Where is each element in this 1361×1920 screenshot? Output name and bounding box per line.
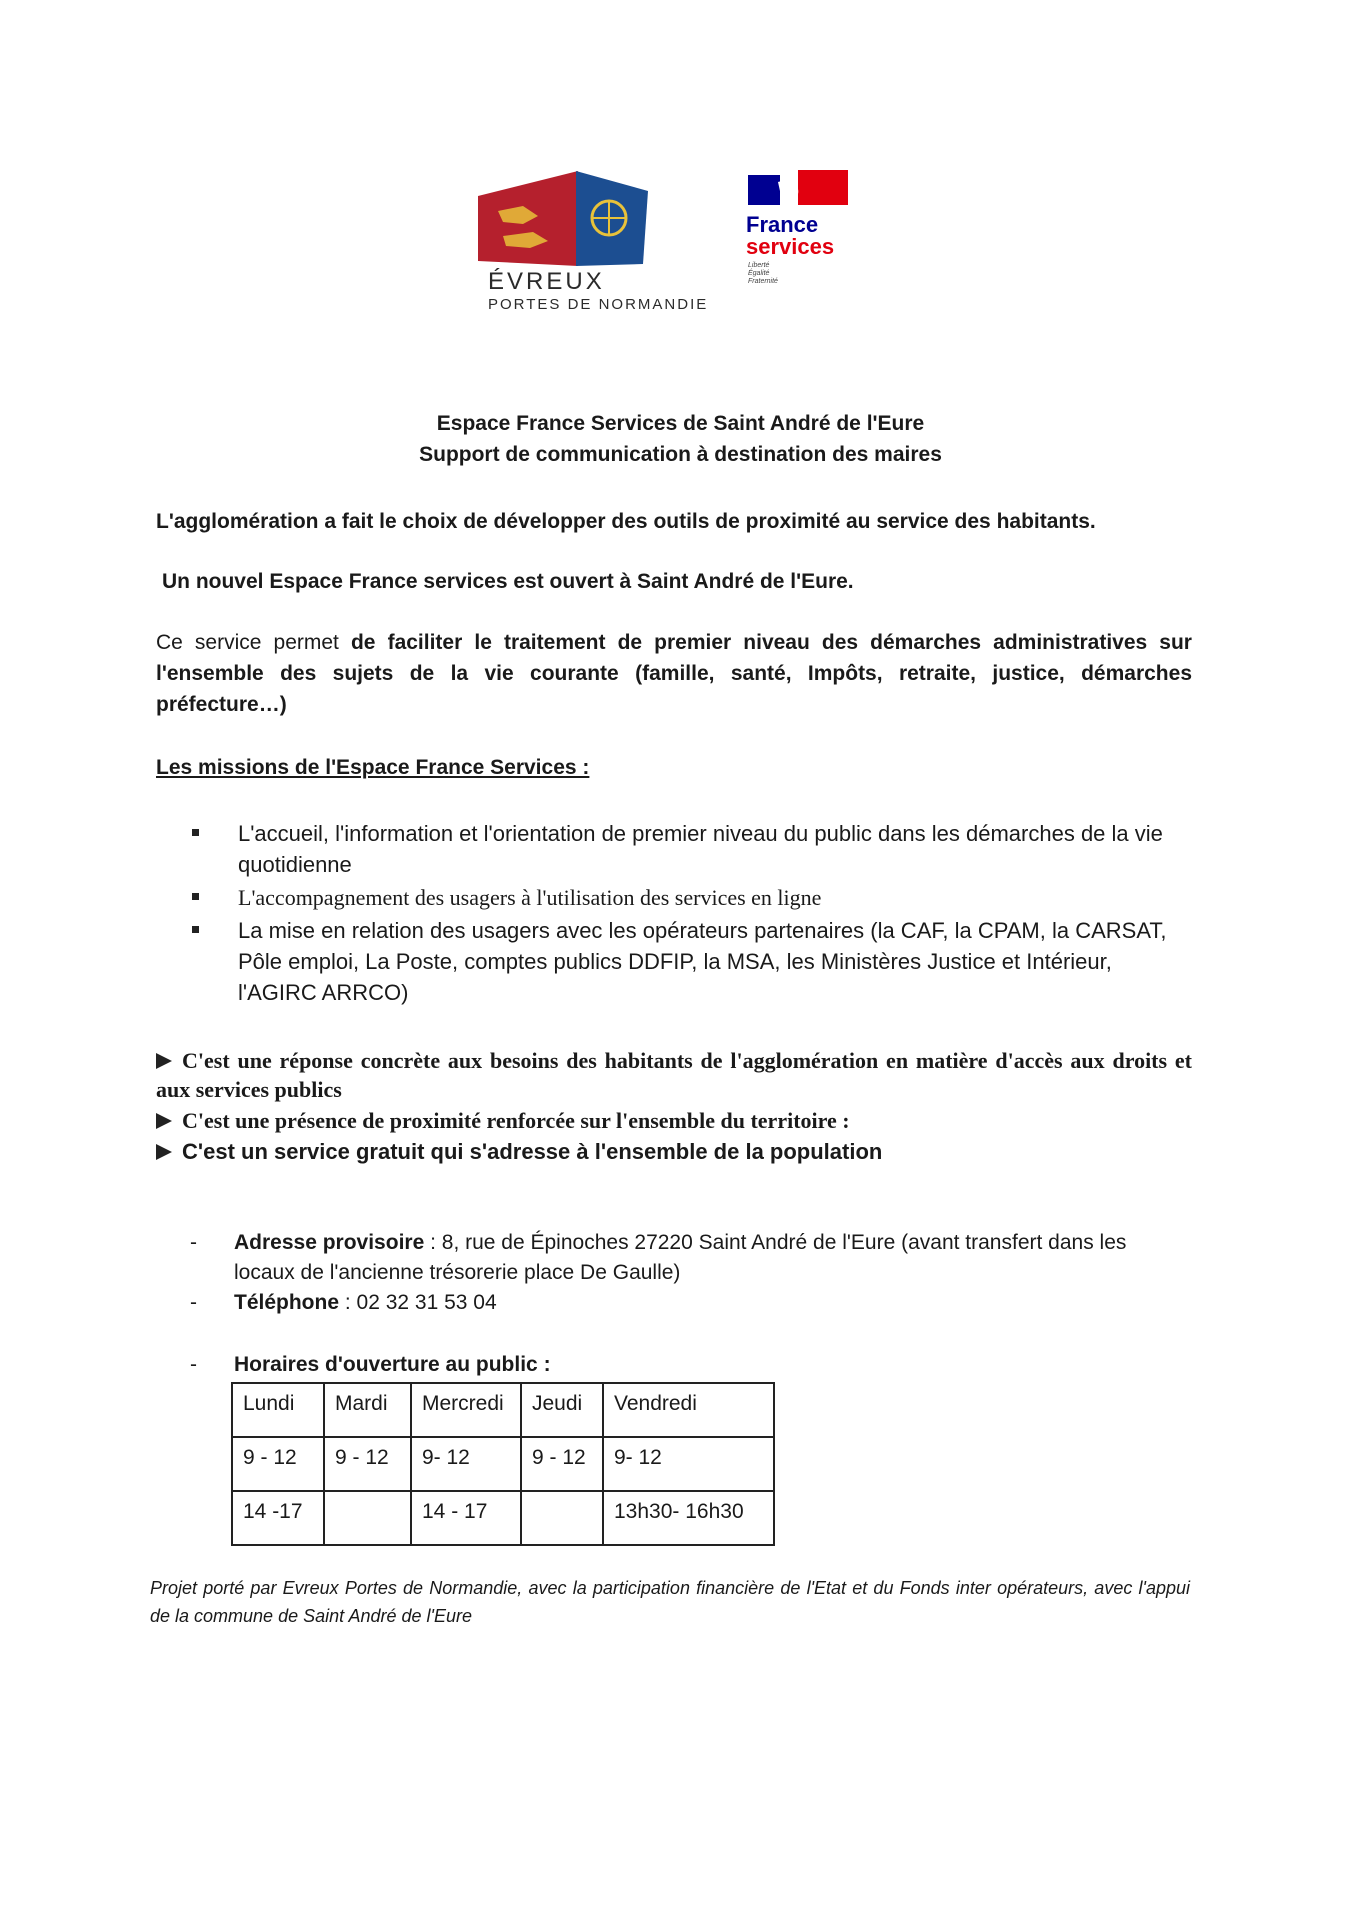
- mission-item: [238, 915, 1168, 1008]
- footer-note: Projet porté par Evreux Portes de Normandie, avec la participation financière de l'Etat et du Fonds inter opérateurs, avec l'appui de la commune de Saint André de l'Eure: [150, 1578, 1190, 1626]
- highlight-2-text: C'est une présence de proximité renforcée sur l'ensemble du territoire :: [182, 1108, 850, 1133]
- highlight-3: [156, 1137, 1192, 1166]
- phone-value: : 02 32 31 53 04: [339, 1291, 497, 1314]
- intro-paragraph-3: [156, 627, 1192, 720]
- document-subtitle: Support de communication à destination des maires: [419, 443, 942, 466]
- hours-cell: 9 - 12: [232, 1437, 324, 1491]
- hours-cell: [521, 1491, 603, 1545]
- mission-item: [238, 818, 1168, 880]
- highlight-3-text: C'est un service gratuit qui s'adresse à l'ensemble de la population: [182, 1139, 883, 1164]
- table-row: [232, 1383, 774, 1437]
- arrow-right-icon: [156, 1113, 172, 1129]
- table-row: [232, 1491, 774, 1545]
- intro-paragraph-3-lead: Ce service permet: [156, 631, 351, 654]
- hours-label: Horaires d'ouverture au public :: [234, 1353, 551, 1376]
- evreux-logo: [478, 166, 718, 316]
- arrow-right-icon: [156, 1144, 172, 1160]
- hours-cell: 14 - 17: [411, 1491, 521, 1545]
- evreux-emblem-icon: [478, 166, 648, 266]
- highlight-2: [156, 1106, 1192, 1135]
- dash-icon: -: [190, 1353, 197, 1376]
- phone-item: [190, 1288, 1174, 1318]
- table-row: [232, 1437, 774, 1491]
- mission-text: La mise en relation des usagers avec les opérateurs partenaires (la CAF, la CPAM, la CARSAT, Pôle emploi, La Poste, comptes publics DDFIP, la MSA, les Ministères Justice et Intérieur, l'AGIRC ARRCO): [238, 918, 1167, 1005]
- missions-heading: Les missions de l'Espace France Services :: [156, 756, 590, 779]
- intro-paragraph-2: Un nouvel Espace France services est ouvert à Saint André de l'Eure.: [162, 570, 854, 593]
- arrow-right-icon: [156, 1053, 172, 1069]
- address-item: [190, 1228, 1174, 1288]
- intro-paragraph-3-bold: de faciliter le traitement de premier niveau des démarches administratives sur l'ensemble des sujets de la vie courante (famille, santé, Impôts, retraite, justice, démarches préfecture…): [156, 631, 1192, 716]
- hours-cell: 9- 12: [411, 1437, 521, 1491]
- day-cell: Jeudi: [521, 1383, 603, 1437]
- phone-label: Téléphone: [234, 1291, 340, 1314]
- intro-paragraph-1: L'agglomération a fait le choix de développer des outils de proximité au service des habitants.: [156, 510, 1096, 533]
- hours-cell: 9- 12: [603, 1437, 774, 1491]
- mission-text: L'accueil, l'information et l'orientation de premier niveau du public dans les démarches de la vie quotidienne: [238, 821, 1163, 877]
- france-services-motto: [748, 262, 778, 286]
- mission-text: L'accompagnement des usagers à l'utilisation des services en ligne: [238, 885, 822, 910]
- address-label: Adresse provisoire: [234, 1231, 425, 1254]
- hours-cell: 13h30- 16h30: [603, 1491, 774, 1545]
- highlight-1-text: C'est une réponse concrète aux besoins des habitants de l'agglomération en matière d'accès aux droits et aux services publics: [156, 1048, 1192, 1102]
- hours-cell: 9 - 12: [324, 1437, 411, 1491]
- dash-icon: -: [190, 1291, 197, 1314]
- mission-item: [238, 882, 1168, 913]
- document-title: Espace France Services de Saint André de l'Eure: [436, 412, 925, 435]
- missions-list: [238, 818, 1168, 1010]
- bullet-icon: [192, 893, 199, 900]
- bullet-icon: [192, 926, 199, 933]
- hours-item: [190, 1350, 1174, 1380]
- hours-table: [231, 1382, 775, 1546]
- france-services-line1: France: [746, 212, 819, 237]
- dash-icon: -: [190, 1231, 197, 1254]
- france-services-logo: [738, 170, 858, 300]
- evreux-subtitle: PORTES DE NORMANDIE: [488, 296, 709, 313]
- hours-cell: 9 - 12: [521, 1437, 603, 1491]
- motto-fraternite: Fraternité: [748, 278, 778, 285]
- day-cell: Vendredi: [603, 1383, 774, 1437]
- hours-cell: [324, 1491, 411, 1545]
- day-cell: Mardi: [324, 1383, 411, 1437]
- day-cell: Mercredi: [411, 1383, 521, 1437]
- address-value: : 8, rue de Épinoches 27220 Saint André de l'Eure (avant transfert dans les locaux de l'ancienne trésorerie place De Gaulle): [234, 1231, 1127, 1284]
- hours-cell: 14 -17: [232, 1491, 324, 1545]
- highlight-1: [156, 1046, 1192, 1104]
- evreux-name: ÉVREUX: [488, 268, 605, 295]
- bullet-icon: [192, 829, 199, 836]
- motto-liberte: Liberté: [748, 262, 770, 269]
- day-cell: Lundi: [232, 1383, 324, 1437]
- marianne-flag-icon: [748, 170, 848, 210]
- france-services-line2: services: [746, 234, 835, 259]
- motto-egalite: Égalité: [748, 270, 770, 277]
